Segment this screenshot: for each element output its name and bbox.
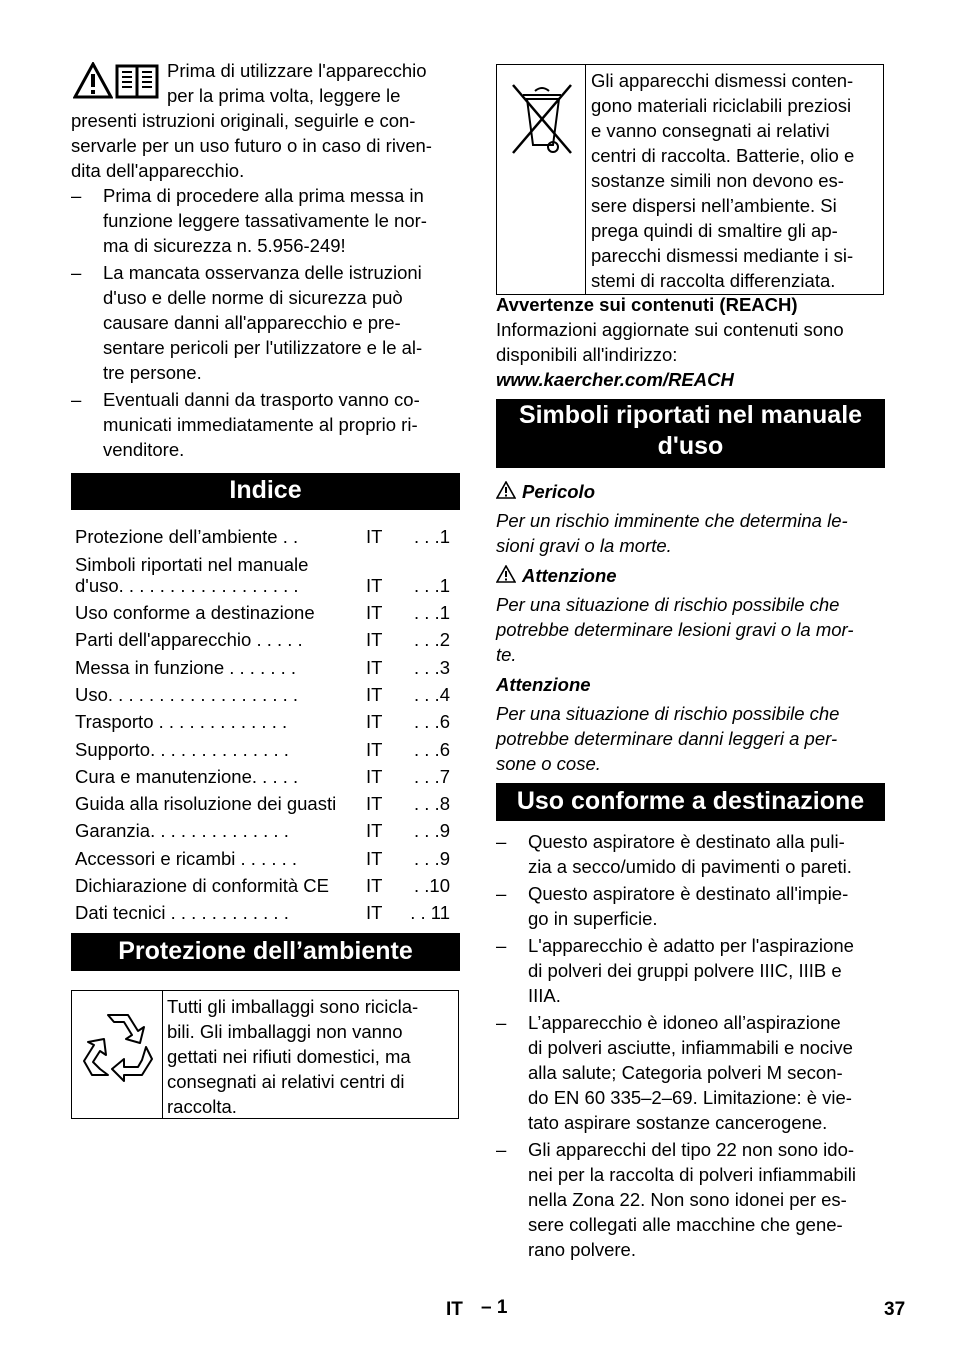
- toc-lang: IT: [366, 684, 383, 705]
- bullet-line: Prima di procedere alla prima messa in: [103, 185, 424, 206]
- toc-entry[interactable]: [75, 526, 460, 552]
- toc-title: Messa in funzione . . . . . . .: [75, 657, 297, 678]
- disposal-line: gono materiali riciclabili preziosi: [591, 95, 852, 116]
- reach-link[interactable]: www.kaercher.com/REACH: [496, 369, 734, 390]
- reach-line: Informazioni aggiornate sui contenuti sono: [496, 319, 844, 340]
- bullet-line: Eventuali danni da trasporto vanno co-: [103, 389, 420, 410]
- danger-description: [496, 508, 885, 558]
- toc-lang: IT: [366, 629, 383, 650]
- bullet-line: L’apparecchio è idoneo all’aspirazione: [528, 1012, 841, 1033]
- toc-entry[interactable]: [75, 684, 460, 710]
- reach-section: [496, 292, 885, 392]
- bullet-line: di polveri dei gruppi polvere IIIC, IIIB e: [528, 960, 842, 981]
- bullet-line: sentare pericoli per l'utilizzatore e le al-: [103, 337, 423, 358]
- intro-icons: [71, 58, 161, 104]
- toc-lang: IT: [366, 902, 383, 923]
- warning-line: te.: [496, 644, 517, 665]
- bullet-line: alla salute; Categoria polveri M secon-: [528, 1062, 843, 1083]
- bullet-line: IIIA.: [528, 985, 561, 1006]
- toc-entry[interactable]: [75, 848, 460, 874]
- toc-title: Uso conforme a destinazione: [75, 602, 315, 623]
- warning-triangle-icon: [496, 565, 516, 583]
- list-item: [71, 260, 460, 385]
- packaging-text: [167, 994, 457, 1119]
- list-item: [496, 1010, 885, 1135]
- bullet-dash: –: [71, 185, 82, 206]
- packaging-line: bili. Gli imballaggi non vanno: [167, 1021, 403, 1042]
- toc-page: . . .6: [414, 711, 450, 732]
- toc-entry[interactable]: [75, 766, 460, 792]
- toc-title: Accessori e ricambi . . . . . .: [75, 848, 298, 869]
- bullet-dash: –: [496, 883, 507, 904]
- bullet-line: Questo aspiratore è destinato all'impie-: [528, 883, 849, 904]
- toc-page: . . .9: [414, 820, 450, 841]
- symbols-heading: [496, 399, 885, 468]
- warning-line: potrebbe determinare lesioni gravi o la mor-: [496, 619, 854, 640]
- bullet-dash: –: [496, 935, 507, 956]
- bullet-line: Questo aspiratore è destinato alla puli-: [528, 831, 845, 852]
- bullet-dash: –: [496, 1012, 507, 1033]
- toc-page: . . .3: [414, 657, 450, 678]
- bullet-line: do EN 60 335–2–69. Limitazione: è vie-: [528, 1087, 852, 1108]
- disposal-notice-box: [496, 64, 884, 295]
- caution-line: potrebbe determinare danni leggeri a per-: [496, 728, 838, 749]
- environment-heading: Protezione dell’ambiente: [71, 933, 460, 971]
- toc-lang: IT: [366, 875, 383, 896]
- toc-lang: IT: [366, 711, 383, 732]
- symbols-section: [496, 479, 885, 776]
- bullet-dash: –: [71, 262, 82, 283]
- index-heading: Indice: [71, 473, 460, 510]
- bullet-line: funzione leggere tassativamente le nor-: [103, 210, 427, 231]
- toc-page: . . 11: [410, 902, 450, 923]
- bullet-line: d'uso e delle norme di sicurezza può: [103, 287, 403, 308]
- warning-label: [496, 563, 885, 588]
- intended-use-heading: Uso conforme a destinazione: [496, 783, 885, 821]
- toc-title: Simboli riportati nel manuale: [75, 554, 309, 575]
- toc-title: Cura e manutenzione. . . . .: [75, 766, 299, 787]
- toc-title: Supporto. . . . . . . . . . . . . .: [75, 739, 289, 760]
- crossed-out-wheelie-bin-icon: [509, 81, 575, 157]
- bullet-line: Gli apparecchi del tipo 22 non sono ido-: [528, 1139, 855, 1160]
- toc-page: . . .8: [414, 793, 450, 814]
- bullet-dash: –: [71, 389, 82, 410]
- toc-page: . . .4: [414, 684, 450, 705]
- toc-entry[interactable]: [75, 902, 460, 928]
- list-item: [496, 1137, 885, 1262]
- bullet-line: La mancata osservanza delle istruzioni: [103, 262, 422, 283]
- packaging-line: gettati nei rifiuti domestici, ma: [167, 1046, 411, 1067]
- intro-line: Prima di utilizzare l'apparecchio: [167, 60, 427, 81]
- bullet-dash: –: [496, 1139, 507, 1160]
- packaging-notice-box: [71, 990, 459, 1119]
- toc-lang: IT: [366, 739, 383, 760]
- list-item: [496, 881, 885, 931]
- toc-entry[interactable]: [75, 875, 460, 901]
- toc-page: . . .7: [414, 766, 450, 787]
- wheelie-bin-icon-cell: [497, 65, 586, 294]
- toc-title: Parti dell'apparecchio . . . . .: [75, 629, 303, 650]
- bullet-line: nei per la raccolta di polveri infiammabili: [528, 1164, 857, 1185]
- danger-label: [496, 479, 885, 504]
- bullet-line: ma di sicurezza n. 5.956-249!: [103, 235, 346, 256]
- toc-page: . . .1: [414, 526, 450, 547]
- list-item: [71, 387, 460, 462]
- danger-line: sioni gravi o la morte.: [496, 535, 672, 556]
- disposal-line: e vanno consegnati ai relativi: [591, 120, 830, 141]
- bullet-line: L'apparecchio è adatto per l'aspirazione: [528, 935, 854, 956]
- bullet-line: nella Zona 22. Non sono idonei per es-: [528, 1189, 847, 1210]
- toc-title: Uso. . . . . . . . . . . . . . . . . . .: [75, 684, 299, 705]
- bullet-line: sere collegati alle macchine che gene-: [528, 1214, 843, 1235]
- list-item: [71, 183, 460, 258]
- toc-title: Trasporto . . . . . . . . . . . . .: [75, 711, 288, 732]
- toc-lang: IT: [366, 657, 383, 678]
- disposal-text: [591, 68, 883, 293]
- bullet-line: municati immediatamente al proprio ri-: [103, 414, 418, 435]
- toc-entry[interactable]: [75, 739, 460, 765]
- symbols-heading-line: d'uso: [657, 432, 724, 460]
- disposal-line: centri di raccolta. Batterie, olio e: [591, 145, 855, 166]
- footer-page-number: 37: [884, 1299, 906, 1320]
- list-item: [496, 933, 885, 1008]
- toc-entry[interactable]: [75, 575, 460, 601]
- toc-lang: IT: [366, 526, 383, 547]
- caution-description: [496, 701, 885, 776]
- caution-line: sone o cose.: [496, 753, 601, 774]
- reach-heading: Avvertenze sui contenuti (REACH): [496, 294, 798, 315]
- intended-use-list: [496, 829, 885, 1262]
- bullet-line: rano polvere.: [528, 1239, 636, 1260]
- manual-book-icon: [115, 62, 159, 100]
- toc-entry[interactable]: [75, 602, 460, 628]
- toc-title: Dichiarazione di conformità CE: [75, 875, 329, 896]
- toc-title: Dati tecnici . . . . . . . . . . . .: [75, 902, 289, 923]
- intro-line: servarle per un uso futuro o in caso di riven-: [71, 135, 432, 156]
- bullet-line: go in superficie.: [528, 908, 658, 929]
- packaging-line: Tutti gli imballaggi sono ricicla-: [167, 996, 419, 1017]
- toc-page: . . .2: [414, 629, 450, 650]
- warning-triangle-icon: [496, 481, 516, 499]
- warning-label-text: Attenzione: [522, 565, 617, 586]
- toc-lang: IT: [366, 848, 383, 869]
- toc-lang: IT: [366, 820, 383, 841]
- danger-line: Per un rischio imminente che determina le-: [496, 510, 848, 531]
- bullet-line: tre persone.: [103, 362, 202, 383]
- caution-line: Per una situazione di rischio possibile che: [496, 703, 840, 724]
- packaging-line: raccolta.: [167, 1096, 237, 1117]
- warning-triangle-icon: [73, 62, 113, 100]
- toc-page: . . .1: [414, 575, 450, 596]
- toc-entry[interactable]: [75, 793, 460, 819]
- bullet-dash: –: [496, 831, 507, 852]
- toc-entry[interactable]: [75, 820, 460, 846]
- danger-label-text: Pericolo: [522, 481, 595, 502]
- recycle-icon-cell: [72, 991, 163, 1118]
- intro-line: dita dell'apparecchio.: [71, 160, 245, 181]
- disposal-line: Gli apparecchi dismessi conten-: [591, 70, 854, 91]
- intro-line: presenti istruzioni originali, seguirle e con-: [71, 110, 416, 131]
- footer-local-page: – 1: [481, 1297, 508, 1318]
- reach-line: disponibili all'indirizzo:: [496, 344, 678, 365]
- disposal-line: prega quindi di smaltire gli ap-: [591, 220, 838, 241]
- footer-language: IT: [446, 1299, 463, 1320]
- toc-entry[interactable]: [75, 711, 460, 737]
- toc-page: . . .1: [414, 602, 450, 623]
- toc-page: . . .9: [414, 848, 450, 869]
- toc-entry[interactable]: [75, 657, 460, 683]
- disposal-line: sere dispersi nell’ambiente. Si: [591, 195, 837, 216]
- symbols-heading-line: Simboli riportati nel manuale: [518, 401, 863, 429]
- recycle-icon: [80, 1009, 156, 1085]
- intro-notice: [71, 58, 460, 183]
- bullet-line: causare danni all'apparecchio e pre-: [103, 312, 401, 333]
- toc-title: d'uso. . . . . . . . . . . . . . . . . .: [75, 575, 299, 596]
- caution-label: Attenzione: [496, 674, 591, 695]
- toc-lang: IT: [366, 766, 383, 787]
- toc-lang: IT: [366, 575, 383, 596]
- disposal-line: stemi di raccolta differenziata.: [591, 270, 836, 291]
- toc-lang: IT: [366, 793, 383, 814]
- bullet-line: venditore.: [103, 439, 185, 460]
- toc-title: Protezione dell’ambiente . .: [75, 526, 299, 547]
- toc-lang: IT: [366, 602, 383, 623]
- left-bullet-list: [71, 183, 460, 462]
- intro-line: per la prima volta, leggere le: [167, 85, 401, 106]
- toc-page: . .10: [414, 875, 450, 896]
- bullet-line: zia a secco/umido di pavimenti o pareti.: [528, 856, 852, 877]
- packaging-line: consegnati ai relativi centri di: [167, 1071, 405, 1092]
- bullet-line: di polveri asciutte, infiammabili e nocive: [528, 1037, 853, 1058]
- toc-page: . . .6: [414, 739, 450, 760]
- toc-title: Guida alla risoluzione dei guasti: [75, 793, 337, 814]
- warning-line: Per una situazione di rischio possibile che: [496, 594, 840, 615]
- toc-title: Garanzia. . . . . . . . . . . . . .: [75, 820, 289, 841]
- list-item: [496, 829, 885, 879]
- disposal-line: parecchi dismessi mediante i si-: [591, 245, 854, 266]
- disposal-line: sostanze simili non devono es-: [591, 170, 844, 191]
- bullet-line: tato aspirare sostanze cancerogene.: [528, 1112, 828, 1133]
- warning-description: [496, 592, 885, 667]
- toc-entry[interactable]: [75, 629, 460, 655]
